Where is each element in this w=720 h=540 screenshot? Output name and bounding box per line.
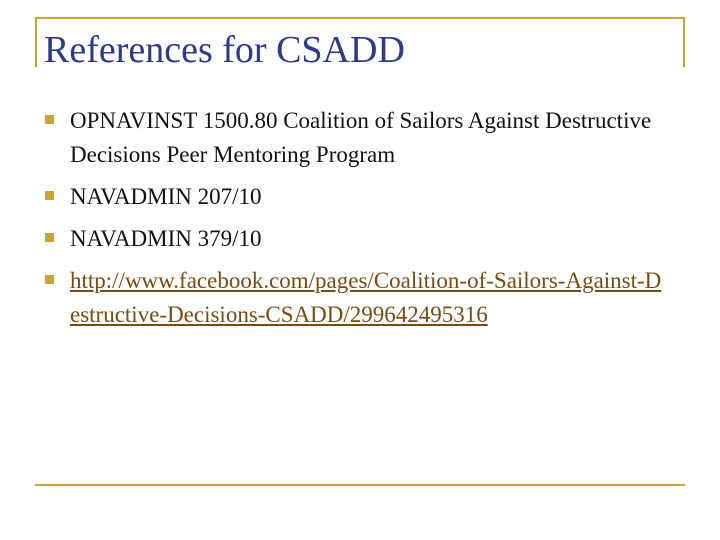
frame-line-top [35,17,685,19]
bullet-item [44,222,664,256]
square-bullet-icon [45,115,54,124]
bullet-text: NAVADMIN 379/10 [70,226,262,251]
frame-line-right [683,17,685,67]
bullet-item [44,104,664,172]
bullet-item [44,264,664,332]
square-bullet-icon [45,191,54,200]
bullet-text: NAVADMIN 207/10 [70,184,262,209]
square-bullet-icon [45,233,54,242]
slide-title: References for CSADD [44,29,405,71]
facebook-link[interactable]: http://www.facebook.com/pages/Coalition-of-Sailors-Against-Destructive-Decisions-CSADD/299642495316 [70,268,662,327]
bullet-item [44,180,664,214]
frame-line-bottom [35,484,685,486]
frame-line-left [35,17,37,67]
bullet-list [44,104,664,340]
square-bullet-icon [45,275,54,284]
bullet-text: OPNAVINST 1500.80 Coalition of Sailors Against Destructive Decisions Peer Mentoring Program [70,108,652,167]
